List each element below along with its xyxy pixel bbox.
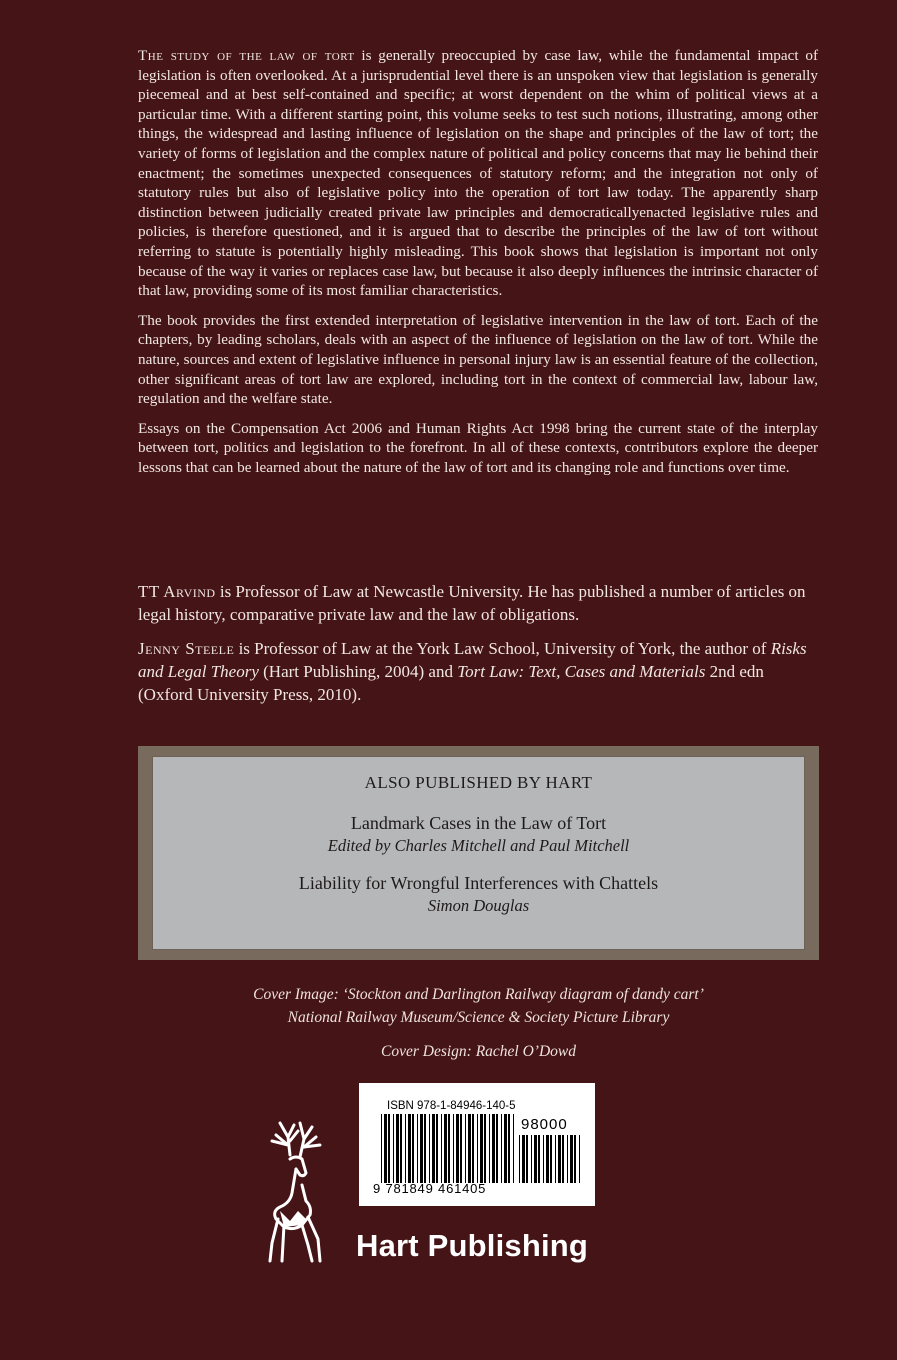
cover-credits	[138, 983, 819, 1074]
author-bio-2-text-c: 2nd edn (Oxford University Press, 2010).	[138, 662, 764, 704]
author-bio-1-text: is Professor of Law at Newcastle University. He has published a number of articles on legal history, comparative private law and the law of obligations.	[138, 582, 806, 624]
author-bio-2-text-b: (Hart Publishing, 2004) and	[258, 662, 458, 681]
isbn-digits: 9 781849 461405	[373, 1181, 487, 1196]
cover-image-credit	[138, 983, 819, 1029]
description-lead: The study of the law of tort	[138, 47, 355, 64]
also-published-panel	[152, 756, 805, 950]
publisher-name: Hart Publishing	[356, 1228, 589, 1263]
cover-design-credit: Cover Design: Rachel O’Dowd	[381, 1043, 576, 1060]
price-code: 98000	[521, 1116, 568, 1133]
description-paragraph-2: The book provides the first extended interpretation of legislative intervention in the law of tort. Each of the chapters, by leading scholars, deals with an aspect of the influence of legislation on the law of tort. While the nature, sources and extent of legislative influence in personal injury law is an essential feature of the collection, other significant areas of tort law are explored, including tort in the context of commercial law, labour law, regulation and the welfare state.	[138, 311, 818, 408]
author-bios	[138, 580, 818, 717]
description-paragraph-1	[138, 46, 818, 301]
author-name-2: Jenny Steele	[138, 639, 235, 658]
stag-icon	[250, 1115, 340, 1265]
related-book-title-2: Liability for Wrongful Interferences with Chattels	[298, 873, 659, 893]
description-paragraph-1-text: is generally preoccupied by case law, while the fundamental impact of legislation is often overlooked. At a jurisprudential level there is an unspoken view that legislation is generally piecemeal and at best self-contained and specific; at worst dependent on the whim of political views at a particular time. With a different starting point, this volume seeks to test such notions, illustrating, among other things, the widespread and lasting influence of legislation on the shape and principles of the law of tort; the variety of forms of legislation and the complex nature of political and policy concerns that may lie behind their enactment; the sometimes unexpected consequences of statutory reform; and the integration not only of statutory rules but also of legislative policy into the operation of tort law today. The apparently sharp distinction between judicially created private law principles and democraticallyenacted legislative rules and policies, is therefore questioned, and it is argued that to describe the principles of the law of tort without referring to statute is potentially highly misleading. This book shows that legislation is important not only because of the way it varies or replaces case law, but because it also deeply influences the intrinsic character of that law, providing some of its most familiar characteristics.	[138, 47, 818, 300]
author-bio-2	[138, 637, 818, 706]
also-published-heading: ALSO PUBLISHED BY HART	[364, 773, 593, 792]
related-book-title-1: Landmark Cases in the Law of Tort	[350, 813, 607, 833]
isbn-barcode	[359, 1083, 595, 1206]
author-bio-1	[138, 580, 818, 626]
author-book-1: Risks and Legal Theory	[138, 639, 807, 681]
author-bio-2-text-a: is Professor of Law at the York Law School, University of York, the author of	[234, 639, 771, 658]
book-description	[138, 46, 818, 487]
cover-image-credit-line-1: Cover Image: ‘Stockton and Darlington Railway diagram of dandy cart’	[253, 986, 704, 1003]
isbn-label: ISBN 978-1-84946-140-5	[387, 1100, 516, 1112]
cover-image-credit-line-2: National Railway Museum/Science & Society Picture Library	[287, 1009, 670, 1026]
related-book-byline-1: Edited by Charles Mitchell and Paul Mitchell	[327, 836, 630, 855]
also-published-box	[138, 746, 819, 960]
description-paragraph-3: Essays on the Compensation Act 2006 and Human Rights Act 1998 bring the current state of the interplay between tort, politics and legislation to the forefront. In all of these contexts, contributors explore the deeper lessons that can be learned about the nature of the law of tort and its changing role and functions over time.	[138, 419, 818, 476]
barcode-bars-icon	[381, 1114, 515, 1183]
author-book-2: Tort Law: Text, Cases and Materials	[457, 662, 706, 681]
related-book-byline-2: Simon Douglas	[427, 896, 530, 915]
author-name-1: TT Arvind	[138, 582, 216, 601]
barcode-addon-bars-icon	[519, 1135, 581, 1183]
